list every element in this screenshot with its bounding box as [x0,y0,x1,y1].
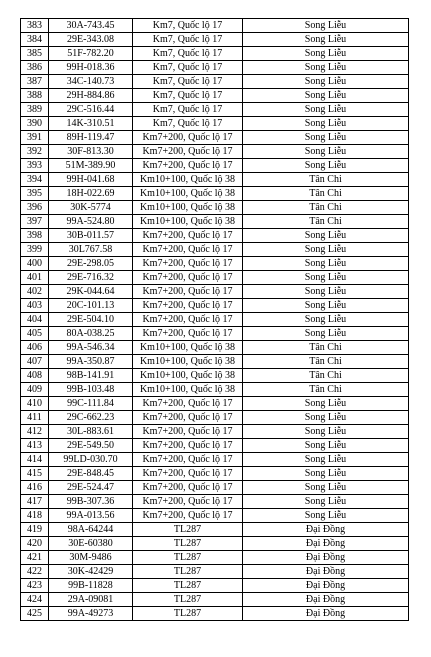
commune-cell: Tân Chi [243,215,409,229]
license-plate-cell: 98A-64244 [49,523,133,537]
location-cell: Km7+200, Quốc lộ 17 [133,453,243,467]
commune-cell: Song Liễu [243,19,409,33]
row-number-cell: 423 [21,579,49,593]
location-cell: TL287 [133,551,243,565]
commune-cell: Song Liễu [243,145,409,159]
commune-cell: Song Liễu [243,285,409,299]
table-row [21,607,409,621]
license-plate-cell: 29E-298.05 [49,257,133,271]
row-number-cell: 409 [21,383,49,397]
license-plate-cell: 29C-662.23 [49,411,133,425]
table-row [21,299,409,313]
table-row [21,285,409,299]
license-plate-cell: 29K-044.64 [49,285,133,299]
license-plate-cell: 30K-5774 [49,201,133,215]
location-cell: Km7+200, Quốc lộ 17 [133,243,243,257]
license-plate-cell: 99A-49273 [49,607,133,621]
row-number-cell: 422 [21,565,49,579]
table-row [21,271,409,285]
row-number-cell: 394 [21,173,49,187]
table-row [21,425,409,439]
commune-cell: Đại Đồng [243,607,409,621]
location-cell: Km7+200, Quốc lộ 17 [133,411,243,425]
commune-cell: Tân Chi [243,341,409,355]
license-plate-cell: 99A-524.80 [49,215,133,229]
table-row [21,439,409,453]
location-cell: Km7+200, Quốc lộ 17 [133,257,243,271]
commune-cell: Song Liễu [243,229,409,243]
location-cell: Km7+200, Quốc lộ 17 [133,495,243,509]
location-cell: TL287 [133,607,243,621]
commune-cell: Tân Chi [243,201,409,215]
row-number-cell: 419 [21,523,49,537]
commune-cell: Song Liễu [243,327,409,341]
location-cell: Km7+200, Quốc lộ 17 [133,467,243,481]
table-row [21,173,409,187]
row-number-cell: 410 [21,397,49,411]
license-plate-cell: 14K-310.51 [49,117,133,131]
location-cell: Km10+100, Quốc lộ 38 [133,383,243,397]
commune-cell: Đại Đồng [243,579,409,593]
row-number-cell: 415 [21,467,49,481]
row-number-cell: 385 [21,47,49,61]
table-row [21,75,409,89]
location-cell: Km7+200, Quốc lộ 17 [133,397,243,411]
commune-cell: Đại Đồng [243,537,409,551]
table-row [21,131,409,145]
commune-cell: Tân Chi [243,383,409,397]
commune-cell: Song Liễu [243,425,409,439]
commune-cell: Song Liễu [243,453,409,467]
table-row [21,159,409,173]
table-row [21,313,409,327]
row-number-cell: 407 [21,355,49,369]
location-cell: Km7, Quốc lộ 17 [133,75,243,89]
commune-cell: Song Liễu [243,299,409,313]
license-plate-cell: 29E-343.08 [49,33,133,47]
table-row [21,495,409,509]
commune-cell: Song Liễu [243,313,409,327]
table-row [21,411,409,425]
row-number-cell: 418 [21,509,49,523]
table-row [21,117,409,131]
commune-cell: Song Liễu [243,117,409,131]
row-number-cell: 413 [21,439,49,453]
row-number-cell: 402 [21,285,49,299]
table-row [21,537,409,551]
location-cell: TL287 [133,565,243,579]
row-number-cell: 387 [21,75,49,89]
license-plate-cell: 99B-103.48 [49,383,133,397]
table-row [21,47,409,61]
license-plate-cell: 51F-782.20 [49,47,133,61]
location-cell: Km7, Quốc lộ 17 [133,89,243,103]
commune-cell: Song Liễu [243,243,409,257]
location-cell: Km7+200, Quốc lộ 17 [133,299,243,313]
location-cell: Km7+200, Quốc lộ 17 [133,327,243,341]
location-cell: Km10+100, Quốc lộ 38 [133,187,243,201]
commune-cell: Tân Chi [243,355,409,369]
table-row [21,397,409,411]
table-row [21,145,409,159]
table-row [21,523,409,537]
commune-cell: Đại Đồng [243,551,409,565]
table-row [21,383,409,397]
license-plate-cell: 30F-813.30 [49,145,133,159]
location-cell: Km7, Quốc lộ 17 [133,117,243,131]
table-row [21,453,409,467]
license-plate-cell: 29E-549.50 [49,439,133,453]
location-cell: TL287 [133,593,243,607]
row-number-cell: 391 [21,131,49,145]
license-plate-cell: 30E-60380 [49,537,133,551]
license-plate-cell: 29C-516.44 [49,103,133,117]
table-row [21,509,409,523]
table-row [21,229,409,243]
row-number-cell: 417 [21,495,49,509]
row-number-cell: 396 [21,201,49,215]
row-number-cell: 424 [21,593,49,607]
location-cell: Km7+200, Quốc lộ 17 [133,145,243,159]
location-cell: TL287 [133,523,243,537]
row-number-cell: 388 [21,89,49,103]
row-number-cell: 393 [21,159,49,173]
table-row [21,243,409,257]
license-plate-cell: 99A-546.34 [49,341,133,355]
location-cell: Km7, Quốc lộ 17 [133,103,243,117]
license-plate-cell: 98B-141.91 [49,369,133,383]
location-cell: Km7+200, Quốc lộ 17 [133,481,243,495]
row-number-cell: 390 [21,117,49,131]
table-row [21,327,409,341]
table-body [21,19,409,621]
license-plate-cell: 30K-42429 [49,565,133,579]
license-plate-cell: 29H-884.86 [49,89,133,103]
table-row [21,33,409,47]
commune-cell: Song Liễu [243,47,409,61]
license-plate-cell: 30A-743.45 [49,19,133,33]
table-row [21,579,409,593]
license-plate-cell: 99H-041.68 [49,173,133,187]
license-plate-cell: 99A-013.56 [49,509,133,523]
row-number-cell: 403 [21,299,49,313]
table-row [21,215,409,229]
license-plate-cell: 30L767.58 [49,243,133,257]
license-plate-cell: 30B-011.57 [49,229,133,243]
table-row [21,481,409,495]
table-row [21,341,409,355]
license-plate-cell: 89H-119.47 [49,131,133,145]
table-row [21,355,409,369]
location-cell: Km7+200, Quốc lộ 17 [133,425,243,439]
table-row [21,19,409,33]
location-cell: Km10+100, Quốc lộ 38 [133,215,243,229]
commune-cell: Song Liễu [243,159,409,173]
row-number-cell: 397 [21,215,49,229]
location-cell: Km7+200, Quốc lộ 17 [133,131,243,145]
table-row [21,467,409,481]
row-number-cell: 416 [21,481,49,495]
row-number-cell: 384 [21,33,49,47]
license-plate-cell: 80A-038.25 [49,327,133,341]
row-number-cell: 406 [21,341,49,355]
commune-cell: Song Liễu [243,61,409,75]
row-number-cell: 411 [21,411,49,425]
commune-cell: Song Liễu [243,131,409,145]
license-plate-cell: 29A-09081 [49,593,133,607]
row-number-cell: 392 [21,145,49,159]
license-plate-cell: 99H-018.36 [49,61,133,75]
license-plate-cell: 20C-101.13 [49,299,133,313]
table-row [21,369,409,383]
table-row [21,565,409,579]
commune-cell: Tân Chi [243,173,409,187]
commune-cell: Song Liễu [243,467,409,481]
table-row [21,593,409,607]
row-number-cell: 425 [21,607,49,621]
commune-cell: Song Liễu [243,103,409,117]
row-number-cell: 408 [21,369,49,383]
location-cell: TL287 [133,579,243,593]
license-plate-cell: 99B-11828 [49,579,133,593]
location-cell: Km10+100, Quốc lộ 38 [133,369,243,383]
commune-cell: Song Liễu [243,439,409,453]
row-number-cell: 401 [21,271,49,285]
table-row [21,257,409,271]
row-number-cell: 399 [21,243,49,257]
commune-cell: Song Liễu [243,411,409,425]
commune-cell: Song Liễu [243,495,409,509]
license-plate-cell: 99C-111.84 [49,397,133,411]
license-plate-cell: 34C-140.73 [49,75,133,89]
commune-cell: Đại Đồng [243,565,409,579]
location-cell: Km7, Quốc lộ 17 [133,47,243,61]
location-cell: Km7+200, Quốc lộ 17 [133,271,243,285]
commune-cell: Đại Đồng [243,523,409,537]
license-plate-cell: 99LD-030.70 [49,453,133,467]
row-number-cell: 421 [21,551,49,565]
location-cell: Km7+200, Quốc lộ 17 [133,313,243,327]
commune-cell: Song Liễu [243,481,409,495]
license-plate-cell: 18H-022.69 [49,187,133,201]
location-cell: Km7+200, Quốc lộ 17 [133,159,243,173]
commune-cell: Song Liễu [243,89,409,103]
commune-cell: Song Liễu [243,33,409,47]
location-cell: Km7+200, Quốc lộ 17 [133,229,243,243]
row-number-cell: 412 [21,425,49,439]
table-row [21,103,409,117]
location-cell: Km7, Quốc lộ 17 [133,61,243,75]
location-cell: Km10+100, Quốc lộ 38 [133,173,243,187]
location-cell: Km10+100, Quốc lộ 38 [133,341,243,355]
location-cell: Km10+100, Quốc lộ 38 [133,355,243,369]
commune-cell: Song Liễu [243,75,409,89]
commune-cell: Song Liễu [243,509,409,523]
commune-cell: Tân Chi [243,369,409,383]
license-plate-cell: 51M-389.90 [49,159,133,173]
row-number-cell: 400 [21,257,49,271]
row-number-cell: 395 [21,187,49,201]
row-number-cell: 386 [21,61,49,75]
license-plate-cell: 29E-504.10 [49,313,133,327]
location-cell: Km7, Quốc lộ 17 [133,33,243,47]
table-row [21,61,409,75]
row-number-cell: 405 [21,327,49,341]
row-number-cell: 398 [21,229,49,243]
license-plate-cell: 29E-524.47 [49,481,133,495]
table-row [21,89,409,103]
row-number-cell: 420 [21,537,49,551]
license-plate-cell: 99A-350.87 [49,355,133,369]
location-cell: Km7+200, Quốc lộ 17 [133,439,243,453]
license-plate-cell: 29E-716.32 [49,271,133,285]
row-number-cell: 383 [21,19,49,33]
location-cell: Km10+100, Quốc lộ 38 [133,201,243,215]
commune-cell: Tân Chi [243,187,409,201]
license-plate-cell: 30L-883.61 [49,425,133,439]
table-row [21,187,409,201]
row-number-cell: 404 [21,313,49,327]
table-row [21,201,409,215]
commune-cell: Song Liễu [243,397,409,411]
location-cell: Km7+200, Quốc lộ 17 [133,509,243,523]
location-cell: Km7, Quốc lộ 17 [133,19,243,33]
commune-cell: Song Liễu [243,271,409,285]
commune-cell: Song Liễu [243,257,409,271]
commune-cell: Đại Đồng [243,593,409,607]
location-cell: TL287 [133,537,243,551]
row-number-cell: 389 [21,103,49,117]
table-row [21,551,409,565]
license-plate-cell: 29E-848.45 [49,467,133,481]
location-cell: Km7+200, Quốc lộ 17 [133,285,243,299]
row-number-cell: 414 [21,453,49,467]
license-plate-cell: 99B-307.36 [49,495,133,509]
violation-table [20,18,409,621]
license-plate-cell: 30M-9486 [49,551,133,565]
